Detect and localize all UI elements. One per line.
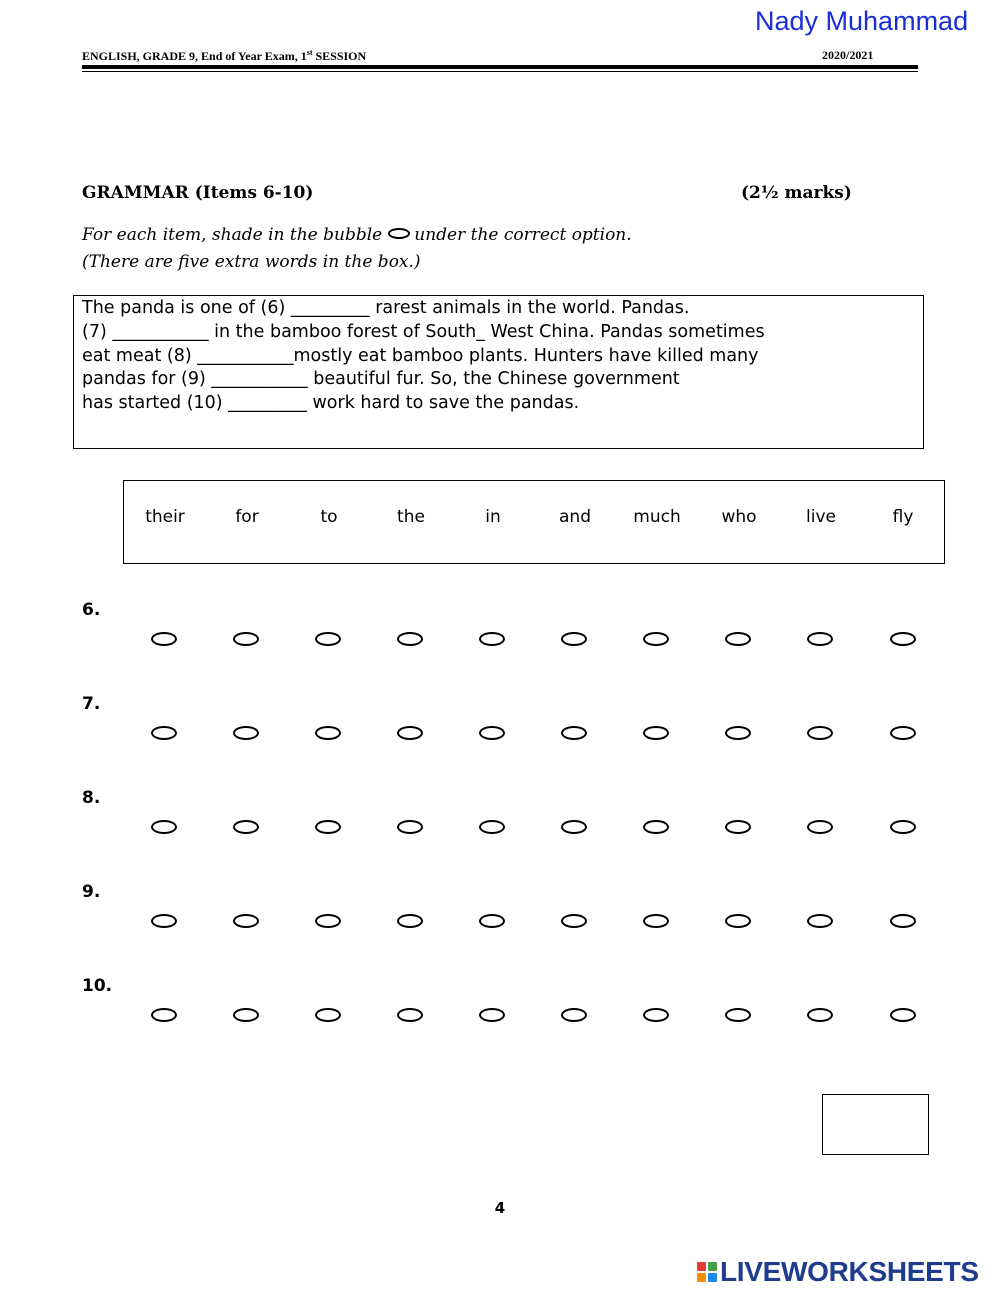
word-option: who	[721, 507, 757, 527]
logo-square	[708, 1262, 717, 1271]
word-option: fly	[892, 507, 914, 527]
logo-mark-icon	[697, 1262, 717, 1282]
answer-bubble[interactable]	[725, 726, 751, 740]
word-option: in	[485, 507, 501, 527]
exam-header-sup: st	[306, 48, 313, 57]
answer-bubble[interactable]	[233, 726, 259, 740]
logo-square	[697, 1273, 706, 1282]
author-watermark: Nady Muhammad	[755, 6, 969, 36]
answer-bubble[interactable]	[807, 726, 833, 740]
answer-bubble[interactable]	[561, 1008, 587, 1022]
answer-bubble[interactable]	[233, 820, 259, 834]
answer-bubble[interactable]	[479, 914, 505, 928]
answer-bubble[interactable]	[397, 1008, 423, 1022]
answer-bubble[interactable]	[315, 1008, 341, 1022]
answer-bubble[interactable]	[397, 632, 423, 646]
answer-bubble[interactable]	[561, 632, 587, 646]
answer-bubble[interactable]	[890, 1008, 916, 1022]
answer-bubble[interactable]	[890, 820, 916, 834]
answer-bubble[interactable]	[397, 820, 423, 834]
answer-bubble[interactable]	[151, 820, 177, 834]
answer-bubble[interactable]	[643, 726, 669, 740]
word-option: the	[397, 507, 425, 527]
answer-bubble[interactable]	[807, 820, 833, 834]
answer-bubble[interactable]	[315, 726, 341, 740]
logo-square	[708, 1273, 717, 1282]
instruction-after: under the correct option.	[414, 225, 632, 245]
answer-bubble[interactable]	[807, 632, 833, 646]
passage-line: (7) ___________ in the bamboo forest of South_ West China. Pandas sometimes	[82, 321, 765, 342]
instruction-line-1	[82, 225, 632, 245]
liveworksheets-logo	[697, 1256, 979, 1288]
answer-bubble[interactable]	[643, 820, 669, 834]
exam-header-tail: SESSION	[312, 49, 367, 63]
answer-bubble[interactable]	[890, 726, 916, 740]
answer-bubble[interactable]	[151, 632, 177, 646]
answer-bubble[interactable]	[151, 914, 177, 928]
word-option: and	[559, 507, 591, 527]
word-option: for	[235, 507, 259, 527]
bubble-example-icon	[388, 228, 410, 239]
answer-bubble[interactable]	[643, 632, 669, 646]
word-box	[123, 480, 945, 564]
answer-bubble[interactable]	[479, 820, 505, 834]
answer-bubble[interactable]	[233, 632, 259, 646]
question-number: 6.	[82, 600, 101, 620]
answer-bubble[interactable]	[643, 914, 669, 928]
word-option: their	[145, 507, 185, 527]
answer-bubble[interactable]	[725, 820, 751, 834]
answer-bubble[interactable]	[807, 1008, 833, 1022]
answer-bubble[interactable]	[233, 1008, 259, 1022]
question-number: 10.	[82, 976, 113, 996]
answer-bubble[interactable]	[315, 820, 341, 834]
answer-bubble[interactable]	[315, 914, 341, 928]
answer-bubble[interactable]	[479, 632, 505, 646]
score-box	[822, 1094, 929, 1155]
passage-line: eat meat (8) ___________mostly eat bamboo plants. Hunters have killed many	[82, 345, 759, 366]
instruction-line-2: (There are five extra words in the box.)	[82, 252, 421, 272]
answer-bubble[interactable]	[561, 914, 587, 928]
page-number: 4	[494, 1199, 506, 1217]
answer-bubble[interactable]	[397, 726, 423, 740]
instruction-before: For each item, shade in the bubble	[82, 225, 383, 245]
answer-bubble[interactable]	[643, 1008, 669, 1022]
answer-bubble[interactable]	[561, 820, 587, 834]
answer-bubble[interactable]	[151, 726, 177, 740]
answer-bubble[interactable]	[479, 1008, 505, 1022]
passage-box	[73, 295, 924, 449]
exam-year: 2020/2021	[822, 48, 874, 62]
question-number: 7.	[82, 694, 101, 714]
header-rule-thin	[82, 71, 918, 72]
passage-line: has started (10) _________ work hard to save the pandas.	[82, 393, 580, 414]
answer-bubble[interactable]	[561, 726, 587, 740]
word-option: much	[633, 507, 681, 527]
word-option: to	[320, 507, 338, 527]
answer-bubble[interactable]	[725, 1008, 751, 1022]
section-title: GRAMMAR (Items 6-10)	[82, 183, 314, 203]
answer-bubble[interactable]	[725, 914, 751, 928]
logo-square	[697, 1262, 706, 1271]
answer-bubble[interactable]	[807, 914, 833, 928]
passage-line: The panda is one of (6) _________ rarest animals in the world. Pandas.	[82, 298, 690, 318]
answer-bubble[interactable]	[725, 632, 751, 646]
passage-line: pandas for (9) ___________ beautiful fur. So, the Chinese government	[82, 369, 680, 390]
header-rule-thick	[82, 65, 918, 69]
section-marks: (2½ marks)	[741, 183, 852, 203]
exam-header-main: ENGLISH, GRADE 9, End of Year Exam, 1	[82, 49, 307, 63]
question-number: 9.	[82, 882, 101, 902]
answer-bubble[interactable]	[397, 914, 423, 928]
answer-bubble[interactable]	[233, 914, 259, 928]
answer-bubble[interactable]	[479, 726, 505, 740]
answer-bubble[interactable]	[890, 914, 916, 928]
exam-header-title	[82, 48, 366, 64]
answer-bubble[interactable]	[315, 632, 341, 646]
answer-bubble[interactable]	[890, 632, 916, 646]
word-option: live	[806, 507, 836, 527]
logo-text: LIVEWORKSHEETS	[720, 1256, 979, 1287]
question-number: 8.	[82, 788, 101, 808]
answer-bubble[interactable]	[151, 1008, 177, 1022]
